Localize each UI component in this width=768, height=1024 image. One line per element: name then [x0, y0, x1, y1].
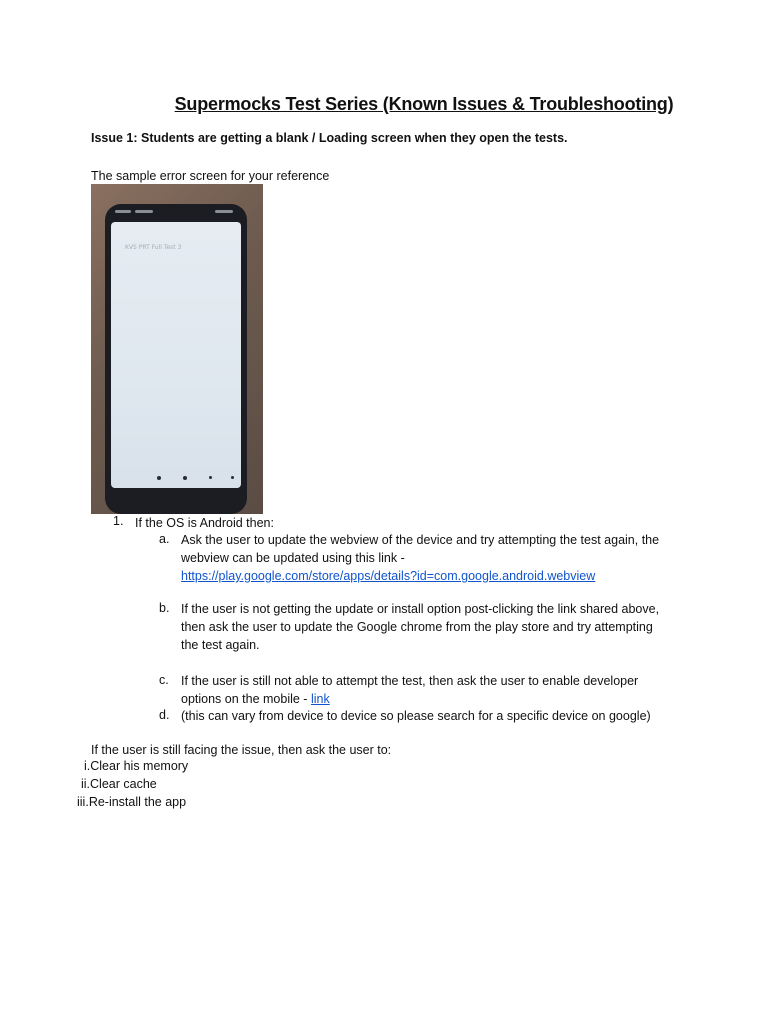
followup-text: If the user is still facing the issue, then ask the user to:	[91, 743, 392, 757]
sample-caption: The sample error screen for your reference	[91, 169, 330, 183]
step-b-text: If the user is not getting the update or install option post-clicking the link shared above, then ask the user to update the Google chrome from the play store and try attempting the test again.	[181, 602, 660, 652]
step-a-text	[181, 531, 681, 585]
roman-text: Clear his memory	[90, 759, 189, 773]
roman-item	[81, 777, 157, 791]
phone-icon	[105, 204, 247, 514]
roman-number: iii.	[77, 795, 89, 809]
step-letter-b: b.	[159, 601, 170, 615]
step-letter-d: d.	[159, 708, 170, 722]
roman-number: i.	[84, 759, 91, 773]
step-c-body: If the user is still not able to attempt the test, then ask the user to enable developer options on the mobile -	[181, 674, 639, 706]
phone-status-bar	[115, 210, 237, 216]
roman-number: ii.	[81, 777, 91, 791]
roman-item	[84, 759, 188, 773]
webview-link[interactable]: https://play.google.com/store/apps/details?id=com.google.android.webview	[181, 569, 596, 583]
list-number: 1.	[113, 514, 124, 528]
step-letter-a: a.	[159, 532, 170, 546]
roman-item	[77, 795, 186, 809]
roman-text: Clear cache	[90, 777, 157, 791]
developer-options-link[interactable]: link	[310, 692, 330, 706]
step-d-text: (this can vary from device to device so please search for a specific device on google)	[181, 709, 651, 723]
phone-nav-bar	[111, 474, 241, 482]
phone-screen-text: KVS PRT Full Test 3	[125, 244, 182, 251]
list-item-os-android: If the OS is Android then:	[135, 516, 274, 530]
roman-text: Re-install the app	[88, 795, 187, 809]
phone-blank-screen	[111, 222, 241, 488]
issue-heading: Issue 1: Students are getting a blank / Loading screen when they open the tests.	[91, 131, 568, 145]
step-a-body: Ask the user to update the webview of the device and try attempting the test again, the webview can be updated using this link -	[181, 533, 660, 565]
step-c-text	[181, 672, 656, 708]
error-screen-photo	[91, 184, 263, 514]
step-letter-c: c.	[159, 673, 169, 687]
document-title: Supermocks Test Series (Known Issues & Troubleshooting)	[174, 94, 674, 114]
